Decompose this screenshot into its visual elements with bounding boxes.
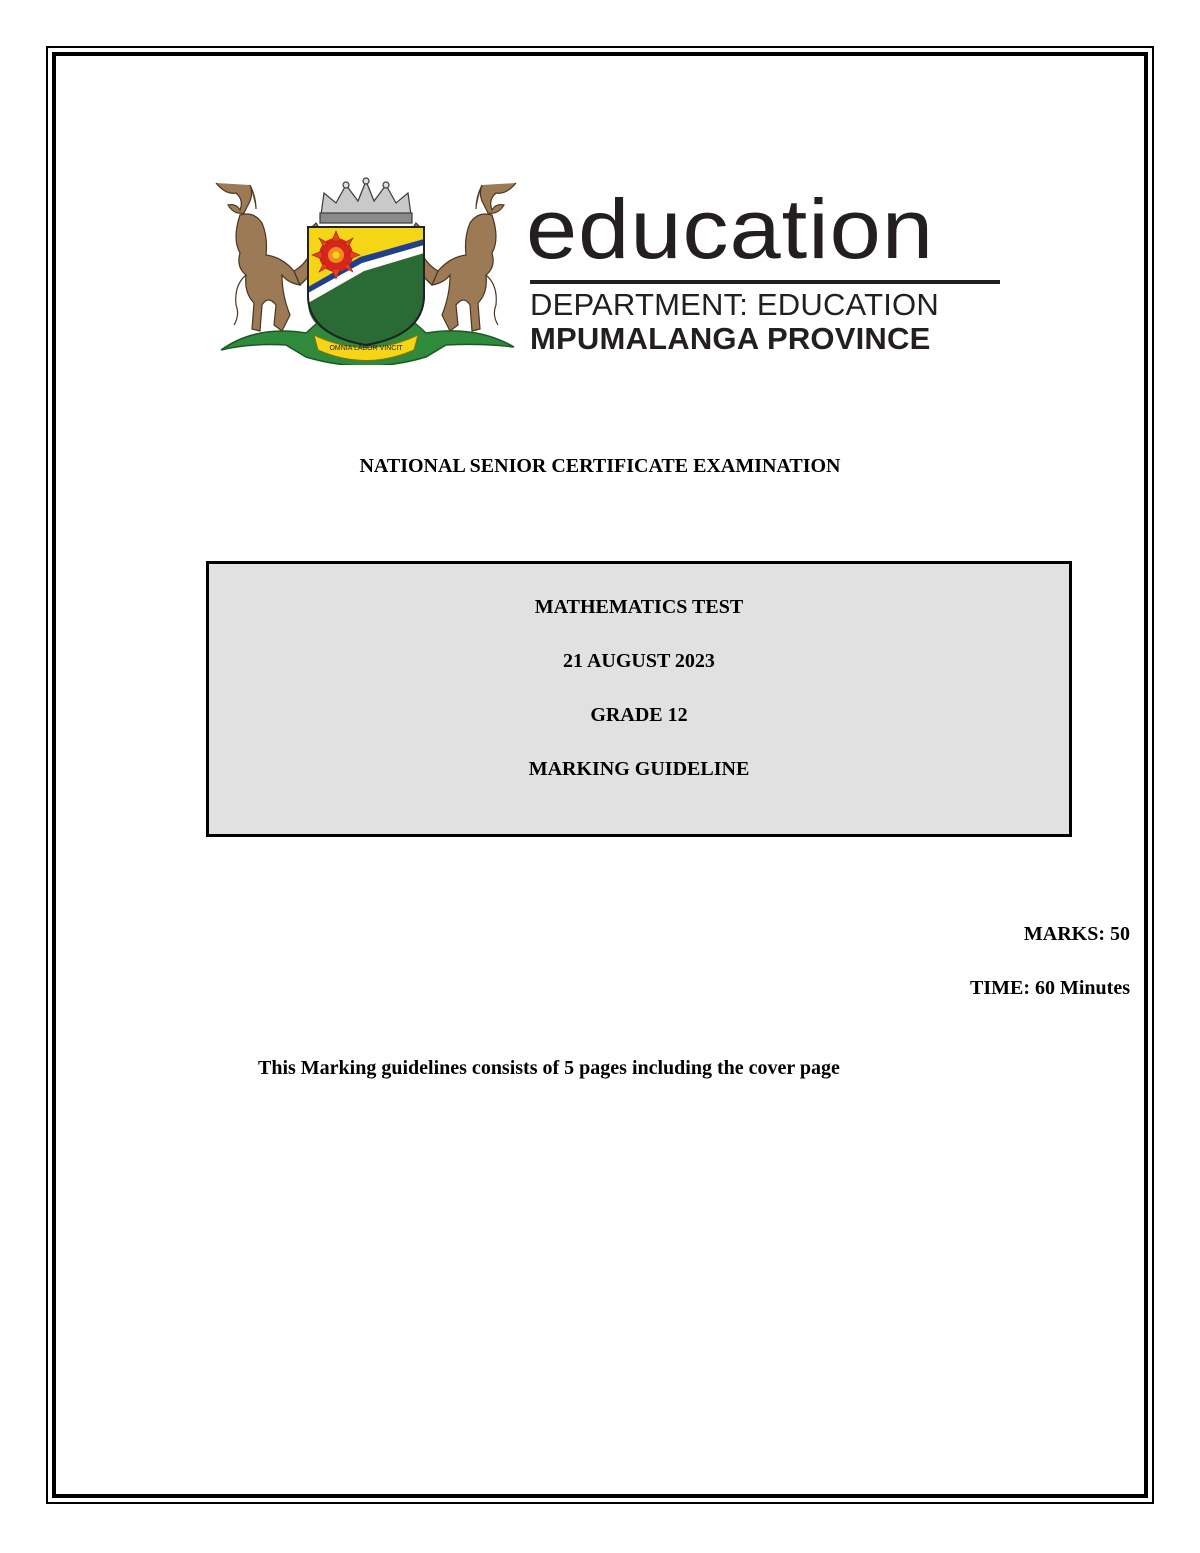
- logo-divider: [530, 280, 1000, 284]
- department-logo: [196, 175, 1006, 365]
- subject-line: MATHEMATICS TEST: [534, 596, 744, 618]
- info-box: [206, 561, 1072, 837]
- left-kudu-icon: [216, 183, 322, 331]
- exam-title: [0, 455, 1200, 478]
- exam-title-text: NATIONAL SENIOR CERTIFICATE EXAMINATION: [359, 455, 841, 477]
- shield-icon: [308, 227, 424, 345]
- coat-of-arms-icon: [196, 175, 536, 365]
- time-label: TIME: 60 Minutes: [970, 977, 1130, 999]
- logo-word-education: education: [526, 182, 934, 277]
- page-count-note: This Marking guidelines consists of 5 pages including the cover page: [258, 1057, 840, 1079]
- logo-department: DEPARTMENT: EDUCATION: [530, 287, 939, 322]
- motto-text: OMNIA LABOR VINCIT: [329, 345, 403, 352]
- logo-wordmark: [526, 175, 1006, 365]
- sun-flower-icon: [312, 231, 360, 279]
- right-kudu-icon: [410, 183, 516, 331]
- marks-label: MARKS: 50: [1023, 923, 1130, 945]
- crown-icon: [320, 178, 412, 223]
- document-type-line: MARKING GUIDELINE: [528, 758, 750, 780]
- logo-province: MPUMALANGA PROVINCE: [530, 321, 931, 356]
- grade-line: GRADE 12: [590, 704, 688, 726]
- date-line: 21 AUGUST 2023: [563, 650, 715, 672]
